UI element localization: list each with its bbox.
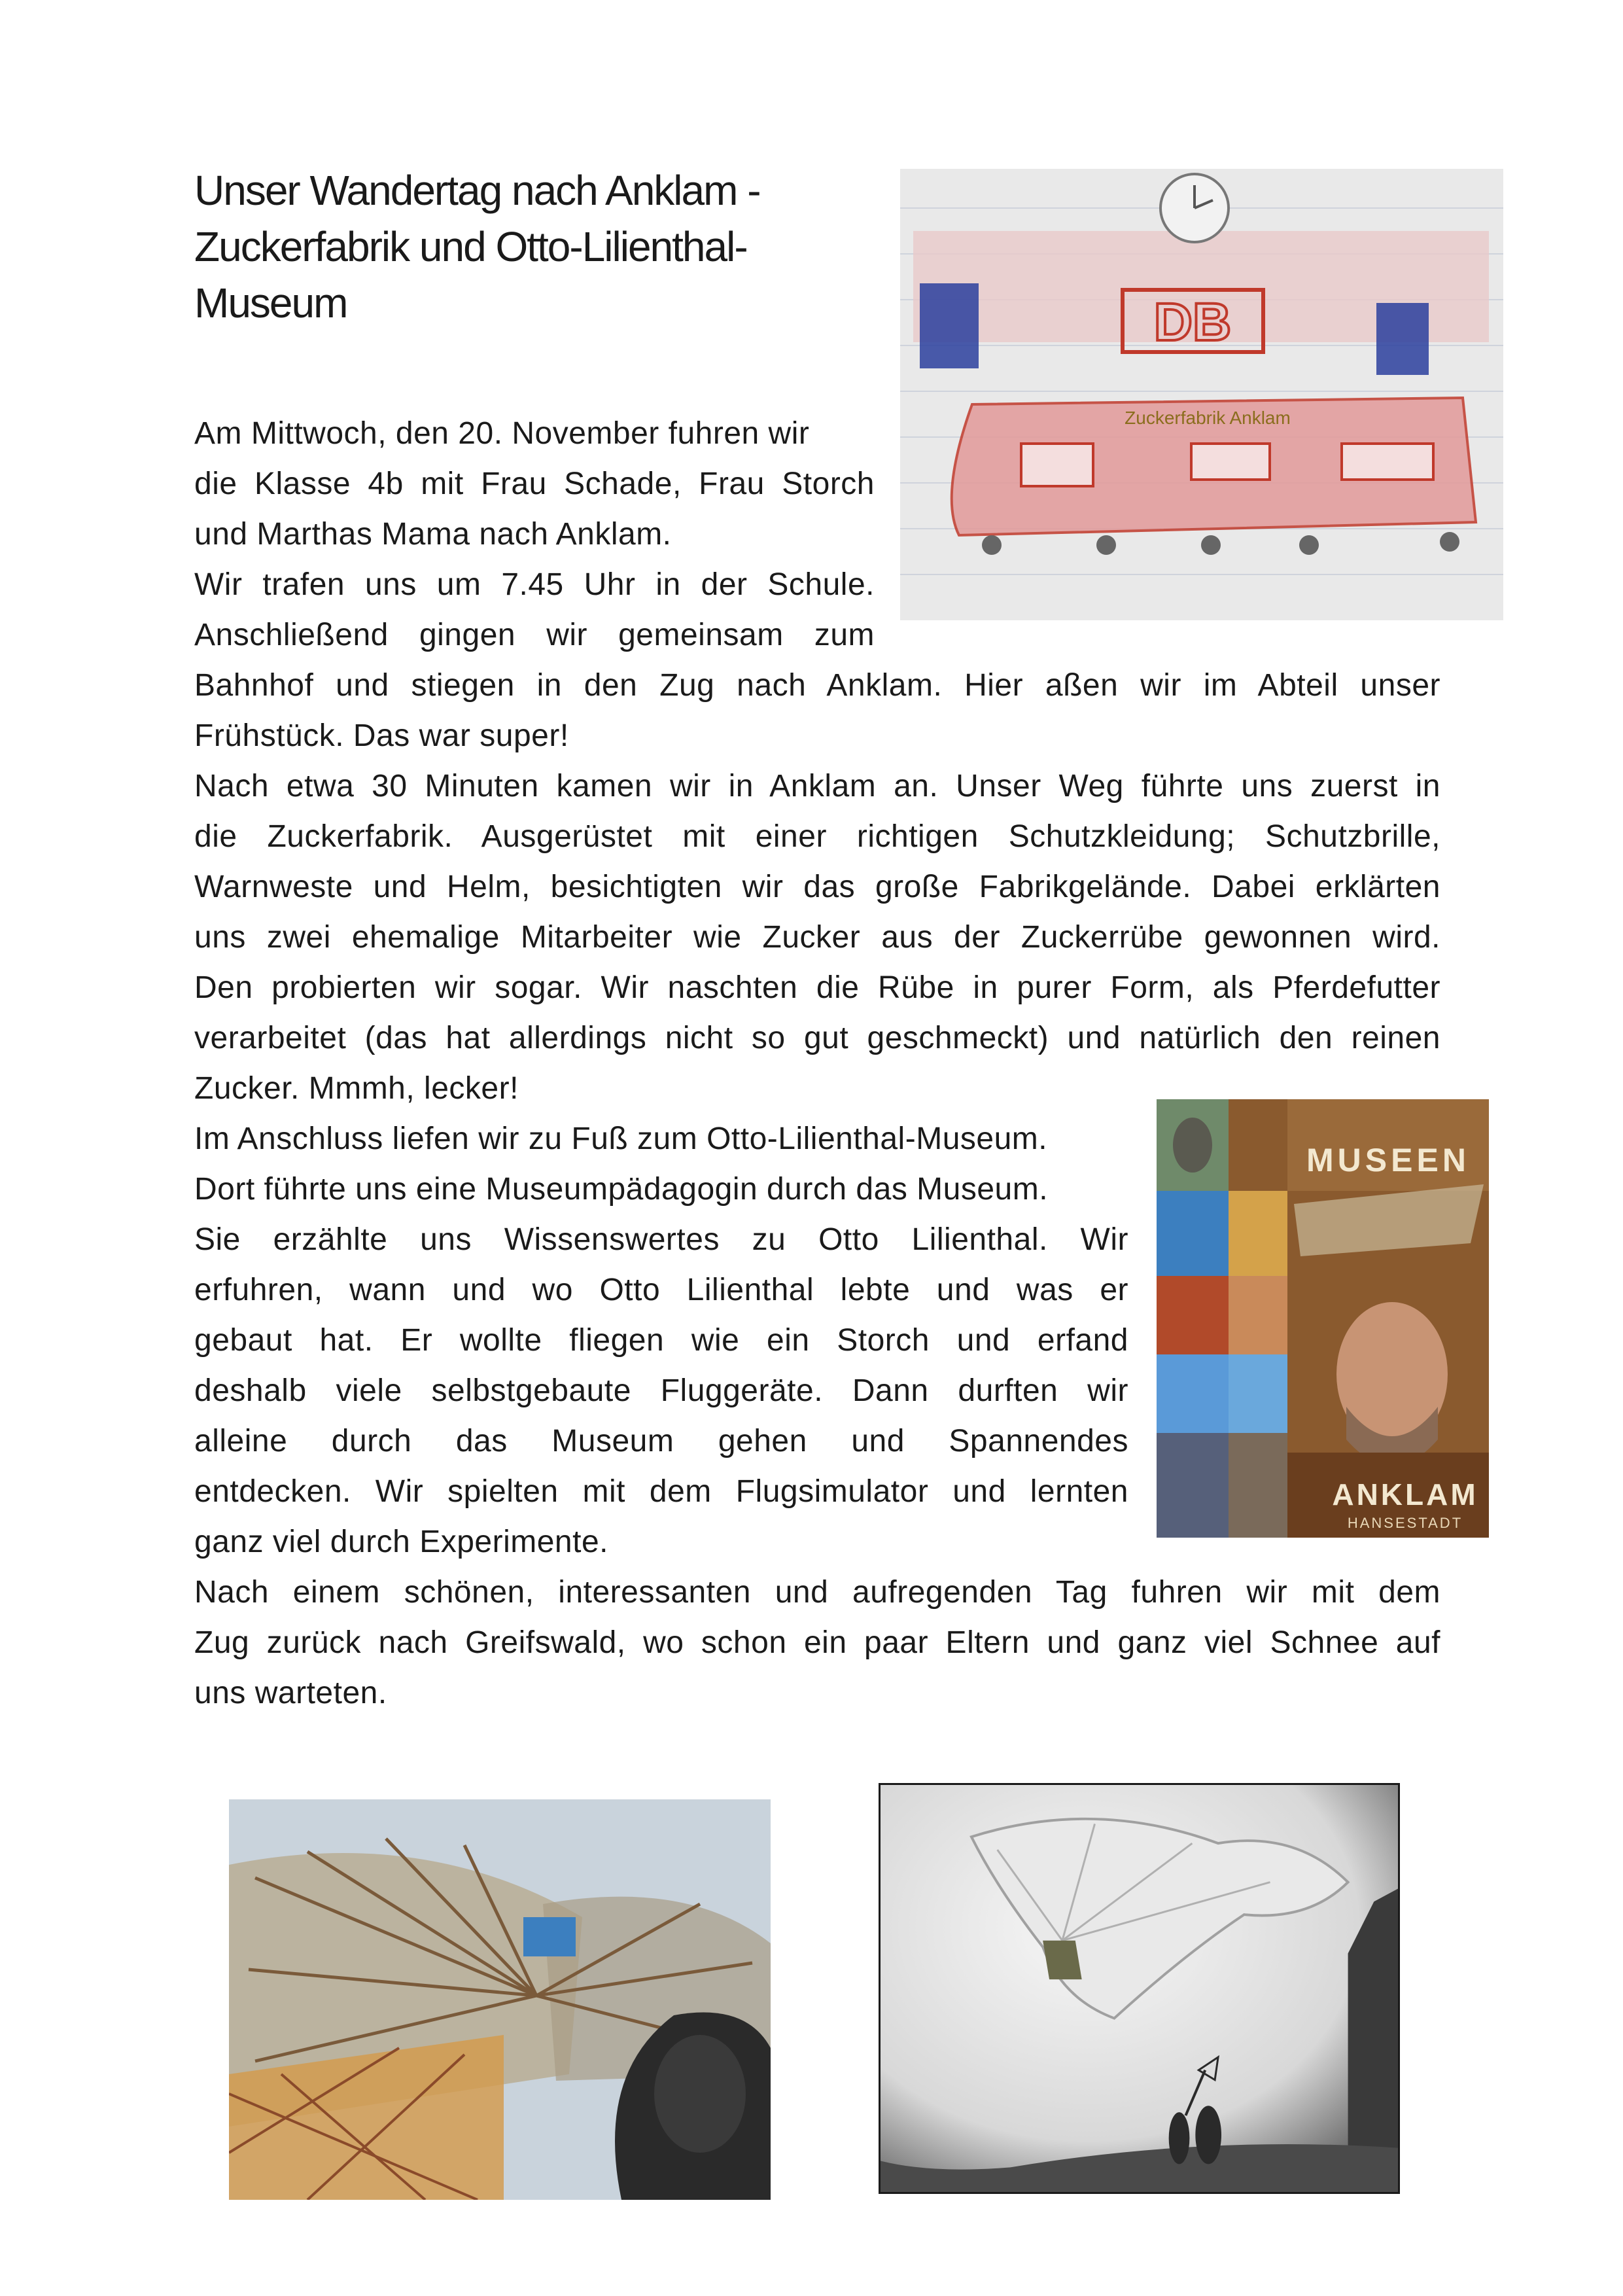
text-line: und Marthas Mama nach Anklam. — [194, 517, 672, 552]
glider-photo-right — [879, 1783, 1400, 2194]
text-line: Anschließend gingen wir gemeinsam zum — [194, 618, 875, 652]
text-line: Dort führte uns eine Museumpädagogin durch das Museum. — [194, 1172, 1049, 1207]
title-line-1: Unser Wandertag nach Anklam - — [194, 167, 760, 214]
text-line: die Zuckerfabrik. Ausgerüstet mit einer richtigen Schutzkleidung; Schutzbrille, — [194, 819, 1440, 854]
text-line: Warnweste und Helm, besichtigten wir das große Fabrikgelände. Dabei erklärten — [194, 870, 1440, 904]
text-line: gebaut hat. Er wollte fliegen wie ein Storch und erfand — [194, 1323, 1128, 1358]
text-line: Frühstück. Das war super! — [194, 718, 569, 753]
text-line: deshalb viele selbstgebaute Fluggeräte. Dann durften wir — [194, 1373, 1128, 1408]
text-line: verarbeitet (das hat allerdings nicht so gut geschmeckt) und natürlich den reinen — [194, 1021, 1440, 1055]
train-drawing-image — [900, 169, 1503, 620]
text-line: ganz viel durch Experimente. — [194, 1525, 608, 1559]
text-line: Sie erzählte uns Wissenswertes zu Otto Lilienthal. Wir — [194, 1222, 1128, 1257]
text-line: uns warteten. — [194, 1676, 387, 1710]
db-sign-text: DB — [1153, 292, 1232, 352]
text-line: Nach einem schönen, interessanten und aufregenden Tag fuhren wir mit dem — [194, 1575, 1440, 1610]
text-line: Am Mittwoch, den 20. November fuhren wir — [194, 416, 810, 451]
title-line-3: Museum — [194, 279, 347, 327]
text-line: Zug zurück nach Greifswald, wo schon ein paar Eltern und ganz viel Schnee auf — [194, 1625, 1440, 1660]
museum-poster-image — [1157, 1099, 1489, 1538]
text-line: Den probierten wir sogar. Wir naschten die Rübe in purer Form, als Pferdefutter — [194, 970, 1440, 1005]
closing-paragraph — [194, 1567, 1440, 1718]
intro-paragraph — [194, 408, 875, 660]
glider-photo-left — [229, 1799, 771, 2200]
text-line: alleine durch das Museum gehen und Spannendes — [194, 1424, 1128, 1458]
poster-bottom-text: ANKLAM — [1332, 1477, 1478, 1511]
text-line: erfuhren, wann und wo Otto Lilienthal lebte und was er — [194, 1273, 1128, 1307]
train-caption-text: Zuckerfabrik Anklam — [1125, 408, 1291, 428]
text-line: Zucker. Mmmh, lecker! — [194, 1071, 519, 1106]
text-line: Im Anschluss liefen wir zu Fuß zum Otto-Lilienthal-Museum. — [194, 1122, 1048, 1156]
text-line: Nach etwa 30 Minuten kamen wir in Anklam an. Unser Weg führte uns zuerst in — [194, 769, 1440, 804]
page-title — [194, 162, 875, 331]
poster-sub-text: HANSESTADT — [1347, 1515, 1463, 1531]
title-line-2: Zuckerfabrik und Otto-Lilienthal- — [194, 223, 747, 270]
poster-top-text: MUSEEN — [1306, 1142, 1470, 1178]
text-line: Wir trafen uns um 7.45 Uhr in der Schule. — [194, 567, 875, 602]
text-line: uns zwei ehemalige Mitarbeiter wie Zucker aus der Zuckerrübe gewonnen wird. — [194, 920, 1440, 955]
text-line: entdecken. Wir spielten mit dem Flugsimulator und lernten — [194, 1474, 1128, 1509]
text-line: Bahnhof und stiegen in den Zug nach Anklam. Hier aßen wir im Abteil unser — [194, 668, 1440, 703]
museum-paragraph — [194, 1114, 1128, 1567]
main-paragraph — [194, 660, 1440, 1114]
text-line: die Klasse 4b mit Frau Schade, Frau Storch — [194, 467, 875, 501]
